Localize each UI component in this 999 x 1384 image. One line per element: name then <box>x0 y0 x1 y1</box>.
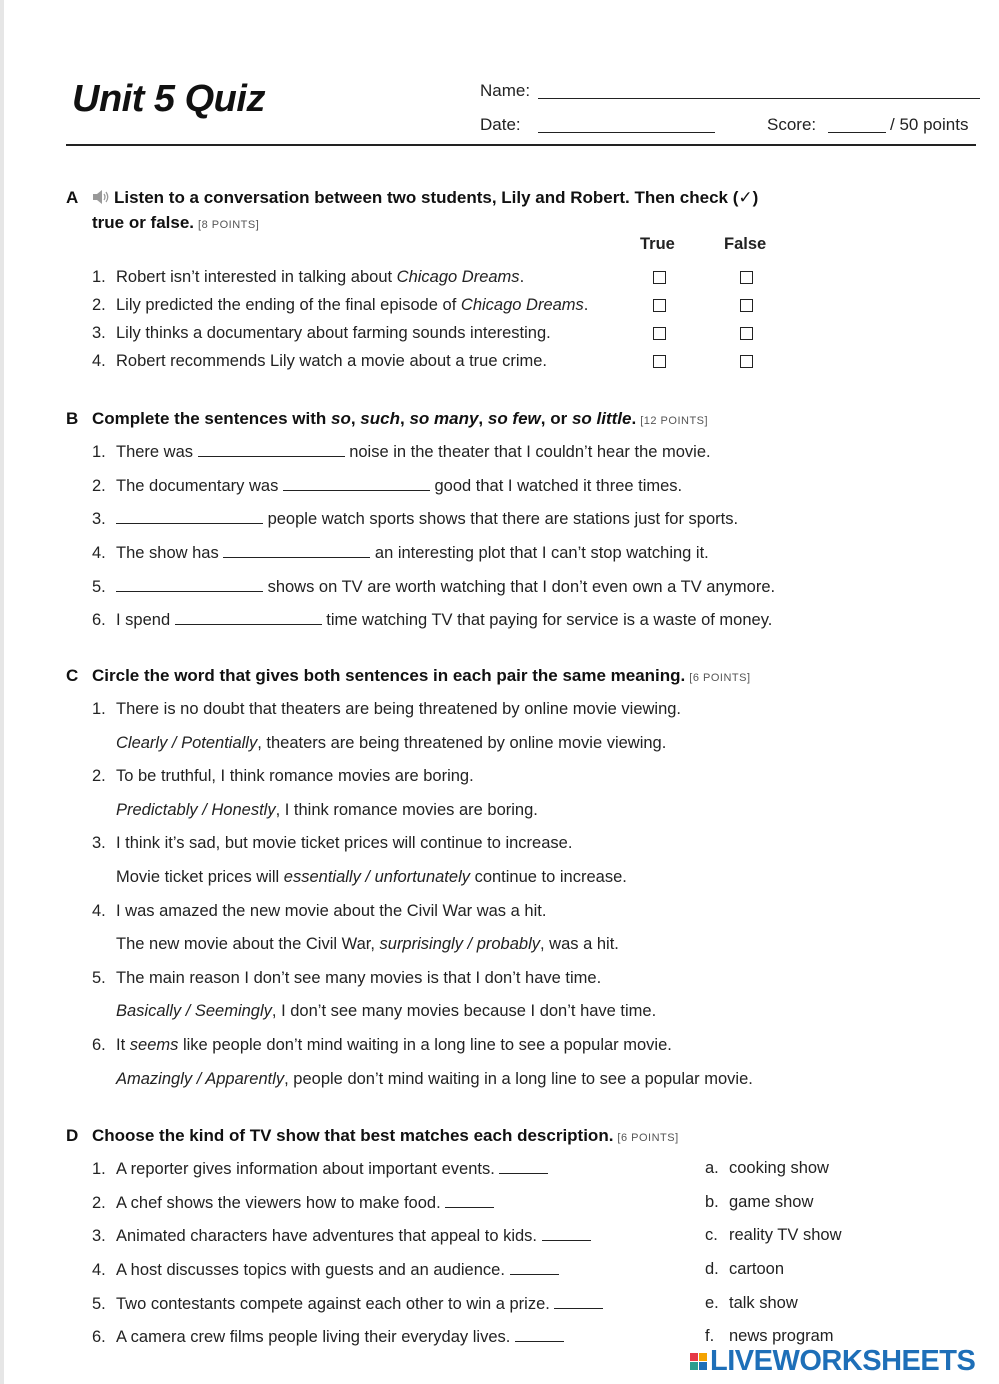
blank-field[interactable] <box>116 509 263 524</box>
list-item: 3. I think it’s sad, but movie ticket prices will continue to increase. <box>92 834 573 852</box>
true-column-header: True <box>640 235 675 253</box>
blank-field[interactable] <box>116 577 263 592</box>
section-a-instruction: A Listen to a conversation between two students, Lily and Robert. Then check (✓) <box>66 188 759 207</box>
answer-blank[interactable] <box>542 1226 591 1241</box>
score-field[interactable] <box>828 118 886 133</box>
false-checkbox[interactable] <box>740 299 753 312</box>
date-field[interactable] <box>538 118 715 133</box>
score-total: / 50 points <box>890 115 969 134</box>
list-item: 4. A host discusses topics with guests and an audience. <box>92 1260 559 1280</box>
answer-blank[interactable] <box>510 1260 559 1275</box>
list-item: 5. The main reason I don’t see many movies is that I don’t have time. <box>92 969 602 987</box>
false-checkbox[interactable] <box>740 271 753 284</box>
true-checkbox[interactable] <box>653 327 666 340</box>
choice-sentence[interactable]: Predictably / Honestly, I think romance movies are boring. <box>116 801 538 819</box>
list-item: 2. Lily predicted the ending of the final episode of Chicago Dreams. <box>92 296 589 314</box>
list-item: 3. Lily thinks a documentary about farming sounds interesting. <box>92 324 551 342</box>
list-item: 6. It seems like people don’t mind waiting in a long line to see a popular movie. <box>92 1036 672 1054</box>
blank-field[interactable] <box>175 610 322 625</box>
score-label: Score: <box>767 115 817 134</box>
list-item: 2. To be truthful, I think romance movies are boring. <box>92 767 474 785</box>
list-item: 6. I spend time watching TV that paying for service is a waste of money. <box>92 611 773 629</box>
true-checkbox[interactable] <box>653 271 666 284</box>
option-item: f. news program <box>705 1327 834 1345</box>
option-item: b. game show <box>705 1193 814 1211</box>
blank-field[interactable] <box>223 543 370 558</box>
false-checkbox[interactable] <box>740 327 753 340</box>
answer-blank[interactable] <box>499 1159 548 1174</box>
speaker-icon[interactable] <box>92 189 114 205</box>
blank-field[interactable] <box>198 442 345 457</box>
option-item: d. cartoon <box>705 1260 785 1278</box>
list-item: 1. Robert isn’t interested in talking about Chicago Dreams. <box>92 268 525 286</box>
choice-sentence[interactable]: Amazingly / Apparently, people don’t mind waiting in a long line to see a popular movie. <box>116 1070 753 1088</box>
list-item: 6. A camera crew films people living their everyday lives. <box>92 1327 564 1347</box>
list-item: 4. I was amazed the new movie about the Civil War was a hit. <box>92 902 547 920</box>
list-item: 1. There was noise in the theater that I couldn’t hear the movie. <box>92 443 711 461</box>
choice-sentence[interactable]: Clearly / Potentially, theaters are being threatened by online movie viewing. <box>116 734 667 752</box>
true-checkbox[interactable] <box>653 299 666 312</box>
section-a-points: [8 POINTS] <box>198 219 260 231</box>
logo-text: LIVEWORKSHEETS <box>710 1344 976 1377</box>
header-divider <box>66 144 976 146</box>
date-label: Date: <box>480 115 521 134</box>
section-b-instruction: B Complete the sentences with so, such, so many, so few, or so little. [12 POINTS] <box>66 409 709 428</box>
logo-grid-icon <box>690 1353 707 1370</box>
list-item: 3. Animated characters have adventures that appeal to kids. <box>92 1226 591 1246</box>
section-a-letter: A <box>66 188 79 207</box>
choice-sentence[interactable]: Movie ticket prices will essentially / unfortunately continue to increase. <box>116 868 627 886</box>
choice-sentence[interactable]: The new movie about the Civil War, surprisingly / probably, was a hit. <box>116 935 619 953</box>
list-item: 2. The documentary was good that I watched it three times. <box>92 477 683 495</box>
liveworksheets-logo[interactable] <box>690 1344 975 1378</box>
blank-field[interactable] <box>283 476 430 491</box>
answer-blank[interactable] <box>445 1193 494 1208</box>
choice-sentence[interactable]: Basically / Seemingly, I don’t see many movies because I don’t have time. <box>116 1002 657 1020</box>
section-d-instruction: D Choose the kind of TV show that best matches each description. [6 POINTS] <box>66 1126 679 1145</box>
list-item: 5. shows on TV are worth watching that I don’t even own a TV anymore. <box>92 578 776 596</box>
option-item: c. reality TV show <box>705 1226 842 1244</box>
list-item: 1. A reporter gives information about important events. <box>92 1159 548 1179</box>
list-item: 2. A chef shows the viewers how to make food. <box>92 1193 494 1213</box>
section-b-points: [12 POINTS] <box>640 415 709 427</box>
page-title: Unit 5 Quiz <box>72 78 265 120</box>
list-item: 5. Two contestants compete against each other to win a prize. <box>92 1294 603 1314</box>
answer-blank[interactable] <box>554 1294 603 1309</box>
option-item: a. cooking show <box>705 1159 829 1177</box>
list-item: 4. The show has an interesting plot that I can’t stop watching it. <box>92 544 709 562</box>
list-item: 1. There is no doubt that theaters are being threatened by online movie viewing. <box>92 700 682 718</box>
true-checkbox[interactable] <box>653 355 666 368</box>
section-c-letter: C <box>66 666 79 685</box>
section-a-instruction-2: true or false. [8 POINTS] <box>92 213 260 232</box>
list-item: 3. people watch sports shows that there are stations just for sports. <box>92 510 739 528</box>
list-item: 4. Robert recommends Lily watch a movie about a true crime. <box>92 352 548 370</box>
section-d-points: [6 POINTS] <box>617 1132 679 1144</box>
page-edge-shadow <box>0 0 4 1384</box>
section-b-letter: B <box>66 409 79 428</box>
false-column-header: False <box>724 235 767 253</box>
section-c-points: [6 POINTS] <box>689 672 751 684</box>
section-d-letter: D <box>66 1126 79 1145</box>
option-item: e. talk show <box>705 1294 798 1312</box>
answer-blank[interactable] <box>515 1327 564 1342</box>
name-label: Name: <box>480 81 531 100</box>
name-field[interactable] <box>538 84 980 99</box>
false-checkbox[interactable] <box>740 355 753 368</box>
section-c-instruction: C Circle the word that gives both sentences in each pair the same meaning. [6 POINTS] <box>66 666 751 685</box>
